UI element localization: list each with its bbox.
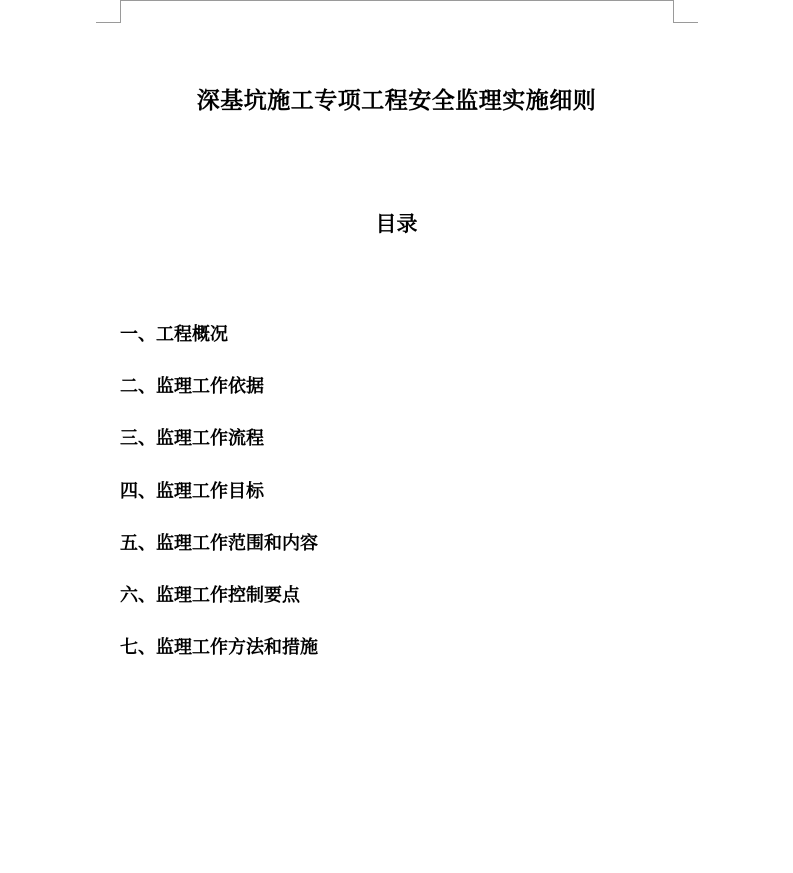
toc-item-6: 六、监理工作控制要点 bbox=[120, 584, 300, 606]
toc-item-1: 一、工程概况 bbox=[120, 324, 228, 345]
margin-corner-mark-left bbox=[96, 0, 121, 23]
toc-item-2: 二、监理工作依据 bbox=[120, 376, 264, 398]
toc-item-4: 四、监理工作目标 bbox=[120, 480, 264, 502]
toc-heading: 目录 bbox=[375, 211, 418, 236]
toc-item-7: 七、监理工作方法和措施 bbox=[120, 637, 318, 659]
toc-item-5: 五、监理工作范围和内容 bbox=[120, 532, 318, 554]
document-title: 深基坑施工专项工程安全监理实施细则 bbox=[196, 87, 597, 114]
toc-item-3: 三、监理工作流程 bbox=[120, 428, 264, 450]
page-top-edge bbox=[120, 0, 673, 1]
margin-corner-mark-right bbox=[673, 0, 698, 23]
table-of-contents bbox=[120, 322, 318, 687]
